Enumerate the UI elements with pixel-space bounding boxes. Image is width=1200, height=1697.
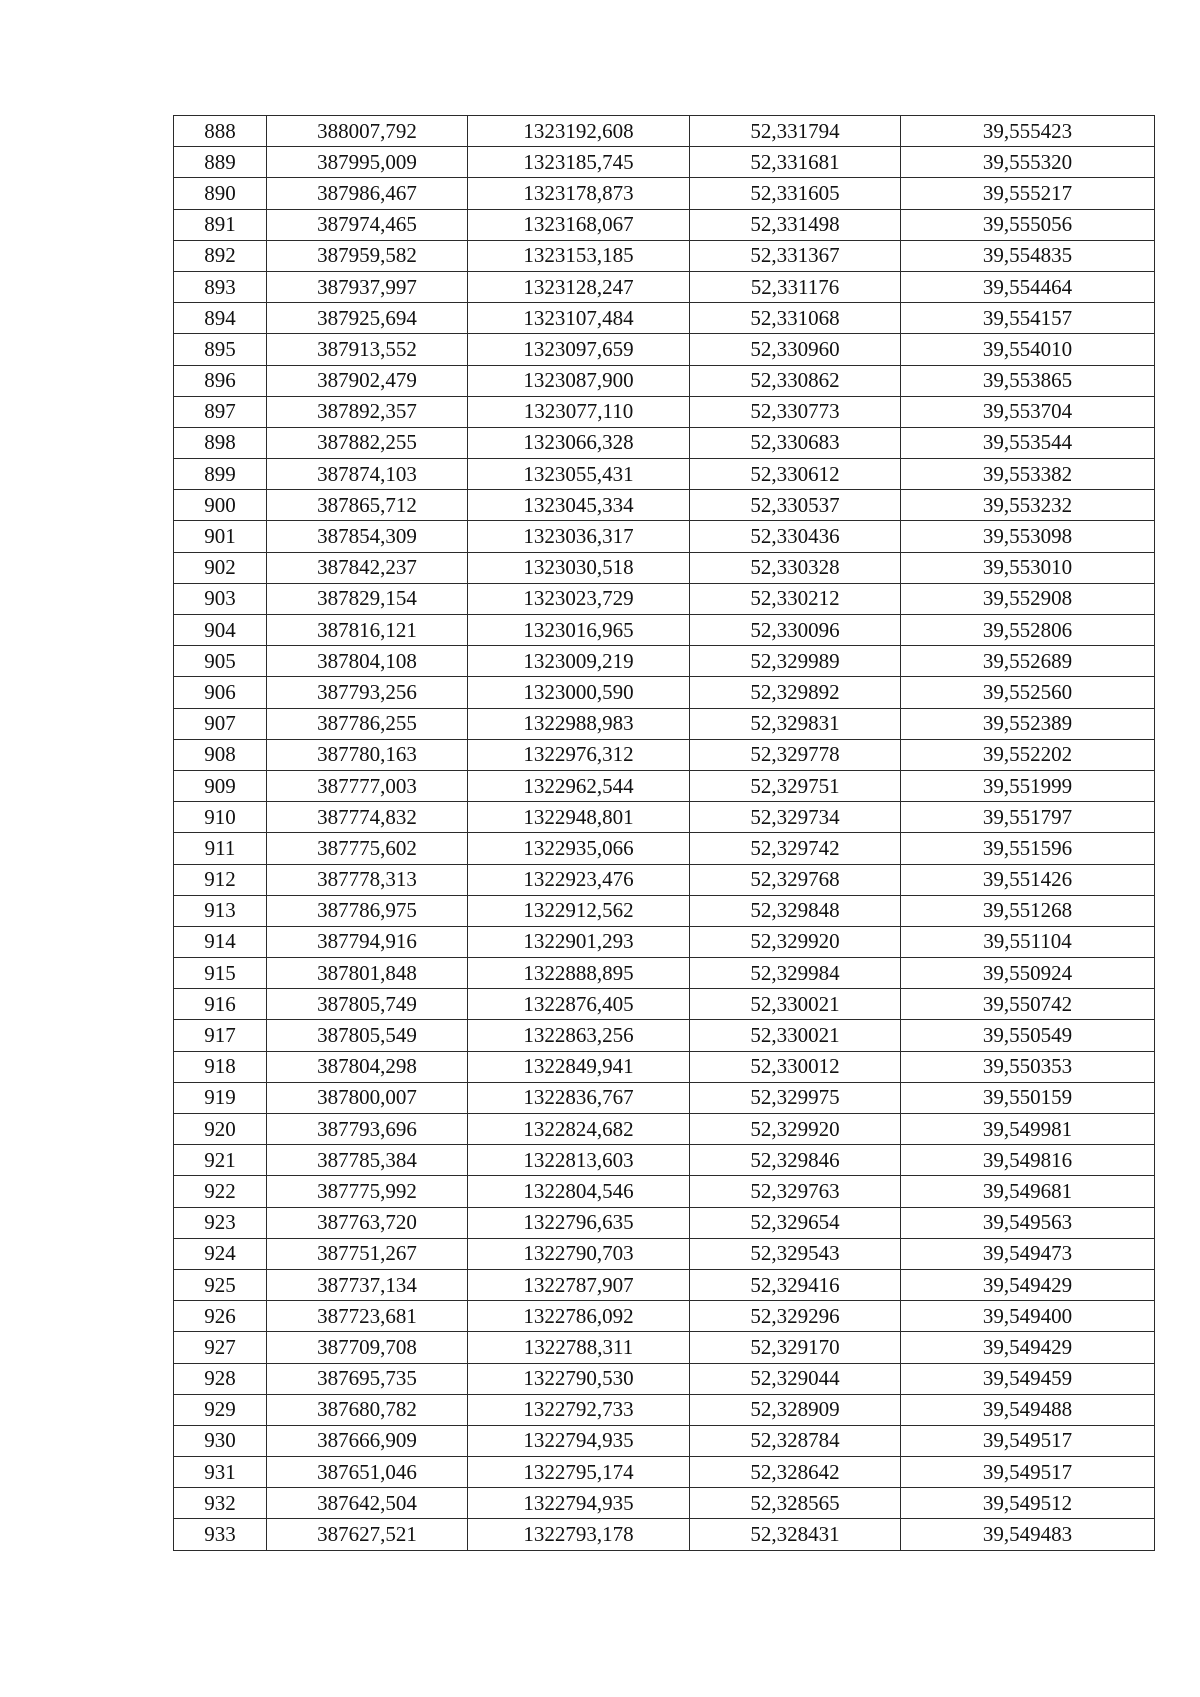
point-number-cell: 925 bbox=[174, 1269, 267, 1300]
table-row bbox=[174, 1176, 1155, 1207]
point-number-cell: 913 bbox=[174, 895, 267, 926]
y-coordinate-cell: 1323036,317 bbox=[468, 521, 690, 552]
latitude-cell: 52,330096 bbox=[690, 615, 901, 646]
x-coordinate-cell: 387892,357 bbox=[267, 396, 468, 427]
point-number-cell: 915 bbox=[174, 958, 267, 989]
table-row bbox=[174, 1020, 1155, 1051]
longitude-cell: 39,550549 bbox=[901, 1020, 1155, 1051]
point-number-cell: 920 bbox=[174, 1114, 267, 1145]
latitude-cell: 52,329892 bbox=[690, 677, 901, 708]
longitude-cell: 39,554835 bbox=[901, 240, 1155, 271]
longitude-cell: 39,553544 bbox=[901, 427, 1155, 458]
table-row bbox=[174, 1332, 1155, 1363]
table-row bbox=[174, 615, 1155, 646]
table-row bbox=[174, 459, 1155, 490]
point-number-cell: 927 bbox=[174, 1332, 267, 1363]
latitude-cell: 52,330683 bbox=[690, 427, 901, 458]
x-coordinate-cell: 387680,782 bbox=[267, 1394, 468, 1425]
latitude-cell: 52,330436 bbox=[690, 521, 901, 552]
x-coordinate-cell: 388007,792 bbox=[267, 116, 468, 147]
latitude-cell: 52,329044 bbox=[690, 1363, 901, 1394]
table-row bbox=[174, 1457, 1155, 1488]
x-coordinate-cell: 387737,134 bbox=[267, 1269, 468, 1300]
point-number-cell: 897 bbox=[174, 396, 267, 427]
table-row bbox=[174, 303, 1155, 334]
point-number-cell: 895 bbox=[174, 334, 267, 365]
y-coordinate-cell: 1323087,900 bbox=[468, 365, 690, 396]
coordinates-table bbox=[173, 115, 1155, 1551]
y-coordinate-cell: 1322813,603 bbox=[468, 1145, 690, 1176]
y-coordinate-cell: 1322824,682 bbox=[468, 1114, 690, 1145]
point-number-cell: 926 bbox=[174, 1301, 267, 1332]
latitude-cell: 52,331605 bbox=[690, 178, 901, 209]
x-coordinate-cell: 387642,504 bbox=[267, 1488, 468, 1519]
longitude-cell: 39,550924 bbox=[901, 958, 1155, 989]
x-coordinate-cell: 387763,720 bbox=[267, 1207, 468, 1238]
latitude-cell: 52,329920 bbox=[690, 926, 901, 957]
table-row bbox=[174, 1114, 1155, 1145]
latitude-cell: 52,329920 bbox=[690, 1114, 901, 1145]
table-row bbox=[174, 989, 1155, 1020]
latitude-cell: 52,328784 bbox=[690, 1425, 901, 1456]
point-number-cell: 899 bbox=[174, 459, 267, 490]
longitude-cell: 39,554157 bbox=[901, 303, 1155, 334]
x-coordinate-cell: 387695,735 bbox=[267, 1363, 468, 1394]
longitude-cell: 39,549400 bbox=[901, 1301, 1155, 1332]
table-row bbox=[174, 677, 1155, 708]
point-number-cell: 930 bbox=[174, 1425, 267, 1456]
longitude-cell: 39,554010 bbox=[901, 334, 1155, 365]
table-row bbox=[174, 1238, 1155, 1269]
x-coordinate-cell: 387785,384 bbox=[267, 1145, 468, 1176]
longitude-cell: 39,553865 bbox=[901, 365, 1155, 396]
y-coordinate-cell: 1323009,219 bbox=[468, 646, 690, 677]
latitude-cell: 52,329989 bbox=[690, 646, 901, 677]
longitude-cell: 39,552908 bbox=[901, 583, 1155, 614]
point-number-cell: 901 bbox=[174, 521, 267, 552]
y-coordinate-cell: 1322804,546 bbox=[468, 1176, 690, 1207]
point-number-cell: 900 bbox=[174, 490, 267, 521]
point-number-cell: 911 bbox=[174, 833, 267, 864]
x-coordinate-cell: 387986,467 bbox=[267, 178, 468, 209]
x-coordinate-cell: 387805,749 bbox=[267, 989, 468, 1020]
point-number-cell: 890 bbox=[174, 178, 267, 209]
y-coordinate-cell: 1323016,965 bbox=[468, 615, 690, 646]
table-row bbox=[174, 178, 1155, 209]
latitude-cell: 52,330612 bbox=[690, 459, 901, 490]
point-number-cell: 910 bbox=[174, 802, 267, 833]
longitude-cell: 39,551104 bbox=[901, 926, 1155, 957]
x-coordinate-cell: 387651,046 bbox=[267, 1457, 468, 1488]
x-coordinate-cell: 387775,602 bbox=[267, 833, 468, 864]
y-coordinate-cell: 1323000,590 bbox=[468, 677, 690, 708]
y-coordinate-cell: 1322888,895 bbox=[468, 958, 690, 989]
point-number-cell: 896 bbox=[174, 365, 267, 396]
latitude-cell: 52,330537 bbox=[690, 490, 901, 521]
longitude-cell: 39,549473 bbox=[901, 1238, 1155, 1269]
table-row bbox=[174, 427, 1155, 458]
x-coordinate-cell: 387774,832 bbox=[267, 802, 468, 833]
table-row bbox=[174, 147, 1155, 178]
y-coordinate-cell: 1323045,334 bbox=[468, 490, 690, 521]
point-number-cell: 933 bbox=[174, 1519, 267, 1550]
y-coordinate-cell: 1323030,518 bbox=[468, 552, 690, 583]
x-coordinate-cell: 387778,313 bbox=[267, 864, 468, 895]
longitude-cell: 39,552202 bbox=[901, 739, 1155, 770]
latitude-cell: 52,329984 bbox=[690, 958, 901, 989]
x-coordinate-cell: 387709,708 bbox=[267, 1332, 468, 1363]
x-coordinate-cell: 387995,009 bbox=[267, 147, 468, 178]
y-coordinate-cell: 1322795,174 bbox=[468, 1457, 690, 1488]
table-row bbox=[174, 1394, 1155, 1425]
y-coordinate-cell: 1322876,405 bbox=[468, 989, 690, 1020]
table-row bbox=[174, 1051, 1155, 1082]
point-number-cell: 918 bbox=[174, 1051, 267, 1082]
latitude-cell: 52,328909 bbox=[690, 1394, 901, 1425]
longitude-cell: 39,553232 bbox=[901, 490, 1155, 521]
y-coordinate-cell: 1323185,745 bbox=[468, 147, 690, 178]
point-number-cell: 898 bbox=[174, 427, 267, 458]
y-coordinate-cell: 1323097,659 bbox=[468, 334, 690, 365]
table-row bbox=[174, 1145, 1155, 1176]
longitude-cell: 39,555320 bbox=[901, 147, 1155, 178]
latitude-cell: 52,329768 bbox=[690, 864, 901, 895]
latitude-cell: 52,328431 bbox=[690, 1519, 901, 1550]
latitude-cell: 52,331681 bbox=[690, 147, 901, 178]
x-coordinate-cell: 387777,003 bbox=[267, 770, 468, 801]
point-number-cell: 917 bbox=[174, 1020, 267, 1051]
y-coordinate-cell: 1323128,247 bbox=[468, 271, 690, 302]
y-coordinate-cell: 1323107,484 bbox=[468, 303, 690, 334]
x-coordinate-cell: 387786,975 bbox=[267, 895, 468, 926]
y-coordinate-cell: 1322787,907 bbox=[468, 1269, 690, 1300]
x-coordinate-cell: 387793,696 bbox=[267, 1114, 468, 1145]
y-coordinate-cell: 1322793,178 bbox=[468, 1519, 690, 1550]
longitude-cell: 39,555056 bbox=[901, 209, 1155, 240]
latitude-cell: 52,329742 bbox=[690, 833, 901, 864]
longitude-cell: 39,551999 bbox=[901, 770, 1155, 801]
table-row bbox=[174, 1207, 1155, 1238]
longitude-cell: 39,553010 bbox=[901, 552, 1155, 583]
point-number-cell: 928 bbox=[174, 1363, 267, 1394]
y-coordinate-cell: 1322796,635 bbox=[468, 1207, 690, 1238]
longitude-cell: 39,552689 bbox=[901, 646, 1155, 677]
y-coordinate-cell: 1322849,941 bbox=[468, 1051, 690, 1082]
point-number-cell: 929 bbox=[174, 1394, 267, 1425]
point-number-cell: 932 bbox=[174, 1488, 267, 1519]
latitude-cell: 52,330862 bbox=[690, 365, 901, 396]
y-coordinate-cell: 1322948,801 bbox=[468, 802, 690, 833]
longitude-cell: 39,554464 bbox=[901, 271, 1155, 302]
x-coordinate-cell: 387666,909 bbox=[267, 1425, 468, 1456]
longitude-cell: 39,555217 bbox=[901, 178, 1155, 209]
longitude-cell: 39,553704 bbox=[901, 396, 1155, 427]
x-coordinate-cell: 387786,255 bbox=[267, 708, 468, 739]
longitude-cell: 39,550159 bbox=[901, 1082, 1155, 1113]
table-row bbox=[174, 1301, 1155, 1332]
y-coordinate-cell: 1322912,562 bbox=[468, 895, 690, 926]
x-coordinate-cell: 387751,267 bbox=[267, 1238, 468, 1269]
longitude-cell: 39,553382 bbox=[901, 459, 1155, 490]
latitude-cell: 52,329778 bbox=[690, 739, 901, 770]
latitude-cell: 52,329734 bbox=[690, 802, 901, 833]
latitude-cell: 52,330021 bbox=[690, 1020, 901, 1051]
x-coordinate-cell: 387974,465 bbox=[267, 209, 468, 240]
y-coordinate-cell: 1322962,544 bbox=[468, 770, 690, 801]
y-coordinate-cell: 1322901,293 bbox=[468, 926, 690, 957]
y-coordinate-cell: 1322976,312 bbox=[468, 739, 690, 770]
latitude-cell: 52,330960 bbox=[690, 334, 901, 365]
point-number-cell: 907 bbox=[174, 708, 267, 739]
longitude-cell: 39,552389 bbox=[901, 708, 1155, 739]
x-coordinate-cell: 387882,255 bbox=[267, 427, 468, 458]
table-row bbox=[174, 646, 1155, 677]
table-row bbox=[174, 116, 1155, 147]
y-coordinate-cell: 1322863,256 bbox=[468, 1020, 690, 1051]
longitude-cell: 39,552806 bbox=[901, 615, 1155, 646]
x-coordinate-cell: 387627,521 bbox=[267, 1519, 468, 1550]
coordinates-table-body bbox=[174, 116, 1155, 1551]
table-row bbox=[174, 552, 1155, 583]
longitude-cell: 39,549681 bbox=[901, 1176, 1155, 1207]
table-row bbox=[174, 802, 1155, 833]
point-number-cell: 894 bbox=[174, 303, 267, 334]
point-number-cell: 909 bbox=[174, 770, 267, 801]
point-number-cell: 919 bbox=[174, 1082, 267, 1113]
latitude-cell: 52,330212 bbox=[690, 583, 901, 614]
longitude-cell: 39,549429 bbox=[901, 1269, 1155, 1300]
point-number-cell: 906 bbox=[174, 677, 267, 708]
point-number-cell: 888 bbox=[174, 116, 267, 147]
latitude-cell: 52,329296 bbox=[690, 1301, 901, 1332]
x-coordinate-cell: 387723,681 bbox=[267, 1301, 468, 1332]
longitude-cell: 39,551426 bbox=[901, 864, 1155, 895]
table-row bbox=[174, 209, 1155, 240]
point-number-cell: 905 bbox=[174, 646, 267, 677]
latitude-cell: 52,329751 bbox=[690, 770, 901, 801]
point-number-cell: 921 bbox=[174, 1145, 267, 1176]
latitude-cell: 52,329831 bbox=[690, 708, 901, 739]
latitude-cell: 52,329170 bbox=[690, 1332, 901, 1363]
point-number-cell: 931 bbox=[174, 1457, 267, 1488]
point-number-cell: 903 bbox=[174, 583, 267, 614]
point-number-cell: 908 bbox=[174, 739, 267, 770]
point-number-cell: 924 bbox=[174, 1238, 267, 1269]
longitude-cell: 39,549816 bbox=[901, 1145, 1155, 1176]
y-coordinate-cell: 1322935,066 bbox=[468, 833, 690, 864]
y-coordinate-cell: 1322923,476 bbox=[468, 864, 690, 895]
latitude-cell: 52,329543 bbox=[690, 1238, 901, 1269]
longitude-cell: 39,555423 bbox=[901, 116, 1155, 147]
point-number-cell: 922 bbox=[174, 1176, 267, 1207]
table-row bbox=[174, 708, 1155, 739]
latitude-cell: 52,330012 bbox=[690, 1051, 901, 1082]
x-coordinate-cell: 387829,154 bbox=[267, 583, 468, 614]
x-coordinate-cell: 387780,163 bbox=[267, 739, 468, 770]
y-coordinate-cell: 1323153,185 bbox=[468, 240, 690, 271]
latitude-cell: 52,328565 bbox=[690, 1488, 901, 1519]
latitude-cell: 52,330773 bbox=[690, 396, 901, 427]
table-row bbox=[174, 833, 1155, 864]
longitude-cell: 39,550742 bbox=[901, 989, 1155, 1020]
latitude-cell: 52,331367 bbox=[690, 240, 901, 271]
latitude-cell: 52,331794 bbox=[690, 116, 901, 147]
longitude-cell: 39,551797 bbox=[901, 802, 1155, 833]
x-coordinate-cell: 387865,712 bbox=[267, 490, 468, 521]
table-row bbox=[174, 1519, 1155, 1550]
latitude-cell: 52,329416 bbox=[690, 1269, 901, 1300]
y-coordinate-cell: 1323192,608 bbox=[468, 116, 690, 147]
longitude-cell: 39,552560 bbox=[901, 677, 1155, 708]
y-coordinate-cell: 1323055,431 bbox=[468, 459, 690, 490]
table-row bbox=[174, 864, 1155, 895]
table-row bbox=[174, 334, 1155, 365]
longitude-cell: 39,553098 bbox=[901, 521, 1155, 552]
table-row bbox=[174, 396, 1155, 427]
table-row bbox=[174, 1488, 1155, 1519]
table-row bbox=[174, 1425, 1155, 1456]
table-row bbox=[174, 271, 1155, 302]
table-row bbox=[174, 365, 1155, 396]
point-number-cell: 916 bbox=[174, 989, 267, 1020]
longitude-cell: 39,549517 bbox=[901, 1457, 1155, 1488]
point-number-cell: 892 bbox=[174, 240, 267, 271]
latitude-cell: 52,329848 bbox=[690, 895, 901, 926]
longitude-cell: 39,549459 bbox=[901, 1363, 1155, 1394]
x-coordinate-cell: 387794,916 bbox=[267, 926, 468, 957]
latitude-cell: 52,331068 bbox=[690, 303, 901, 334]
x-coordinate-cell: 387804,108 bbox=[267, 646, 468, 677]
table-row bbox=[174, 1082, 1155, 1113]
longitude-cell: 39,551268 bbox=[901, 895, 1155, 926]
latitude-cell: 52,330021 bbox=[690, 989, 901, 1020]
x-coordinate-cell: 387913,552 bbox=[267, 334, 468, 365]
point-number-cell: 889 bbox=[174, 147, 267, 178]
latitude-cell: 52,329975 bbox=[690, 1082, 901, 1113]
x-coordinate-cell: 387854,309 bbox=[267, 521, 468, 552]
table-row bbox=[174, 1269, 1155, 1300]
latitude-cell: 52,329763 bbox=[690, 1176, 901, 1207]
x-coordinate-cell: 387775,992 bbox=[267, 1176, 468, 1207]
y-coordinate-cell: 1323066,328 bbox=[468, 427, 690, 458]
x-coordinate-cell: 387959,582 bbox=[267, 240, 468, 271]
latitude-cell: 52,329846 bbox=[690, 1145, 901, 1176]
table-row bbox=[174, 490, 1155, 521]
point-number-cell: 904 bbox=[174, 615, 267, 646]
x-coordinate-cell: 387800,007 bbox=[267, 1082, 468, 1113]
latitude-cell: 52,329654 bbox=[690, 1207, 901, 1238]
longitude-cell: 39,549512 bbox=[901, 1488, 1155, 1519]
longitude-cell: 39,551596 bbox=[901, 833, 1155, 864]
table-row bbox=[174, 895, 1155, 926]
y-coordinate-cell: 1322792,733 bbox=[468, 1394, 690, 1425]
table-row bbox=[174, 583, 1155, 614]
x-coordinate-cell: 387925,694 bbox=[267, 303, 468, 334]
x-coordinate-cell: 387804,298 bbox=[267, 1051, 468, 1082]
y-coordinate-cell: 1322788,311 bbox=[468, 1332, 690, 1363]
table-row bbox=[174, 521, 1155, 552]
latitude-cell: 52,330328 bbox=[690, 552, 901, 583]
y-coordinate-cell: 1322790,703 bbox=[468, 1238, 690, 1269]
x-coordinate-cell: 387842,237 bbox=[267, 552, 468, 583]
y-coordinate-cell: 1322988,983 bbox=[468, 708, 690, 739]
y-coordinate-cell: 1323178,873 bbox=[468, 178, 690, 209]
table-row bbox=[174, 958, 1155, 989]
y-coordinate-cell: 1322836,767 bbox=[468, 1082, 690, 1113]
longitude-cell: 39,549429 bbox=[901, 1332, 1155, 1363]
latitude-cell: 52,328642 bbox=[690, 1457, 901, 1488]
x-coordinate-cell: 387805,549 bbox=[267, 1020, 468, 1051]
point-number-cell: 891 bbox=[174, 209, 267, 240]
point-number-cell: 902 bbox=[174, 552, 267, 583]
latitude-cell: 52,331498 bbox=[690, 209, 901, 240]
y-coordinate-cell: 1322794,935 bbox=[468, 1425, 690, 1456]
y-coordinate-cell: 1323023,729 bbox=[468, 583, 690, 614]
table-row bbox=[174, 1363, 1155, 1394]
longitude-cell: 39,549483 bbox=[901, 1519, 1155, 1550]
table-row bbox=[174, 926, 1155, 957]
x-coordinate-cell: 387902,479 bbox=[267, 365, 468, 396]
point-number-cell: 893 bbox=[174, 271, 267, 302]
table-row bbox=[174, 770, 1155, 801]
x-coordinate-cell: 387793,256 bbox=[267, 677, 468, 708]
y-coordinate-cell: 1322790,530 bbox=[468, 1363, 690, 1394]
table-row bbox=[174, 739, 1155, 770]
longitude-cell: 39,549517 bbox=[901, 1425, 1155, 1456]
y-coordinate-cell: 1323168,067 bbox=[468, 209, 690, 240]
longitude-cell: 39,549981 bbox=[901, 1114, 1155, 1145]
point-number-cell: 912 bbox=[174, 864, 267, 895]
y-coordinate-cell: 1323077,110 bbox=[468, 396, 690, 427]
x-coordinate-cell: 387937,997 bbox=[267, 271, 468, 302]
x-coordinate-cell: 387816,121 bbox=[267, 615, 468, 646]
table-row bbox=[174, 240, 1155, 271]
longitude-cell: 39,549563 bbox=[901, 1207, 1155, 1238]
point-number-cell: 923 bbox=[174, 1207, 267, 1238]
latitude-cell: 52,331176 bbox=[690, 271, 901, 302]
x-coordinate-cell: 387801,848 bbox=[267, 958, 468, 989]
longitude-cell: 39,549488 bbox=[901, 1394, 1155, 1425]
point-number-cell: 914 bbox=[174, 926, 267, 957]
longitude-cell: 39,550353 bbox=[901, 1051, 1155, 1082]
x-coordinate-cell: 387874,103 bbox=[267, 459, 468, 490]
y-coordinate-cell: 1322794,935 bbox=[468, 1488, 690, 1519]
y-coordinate-cell: 1322786,092 bbox=[468, 1301, 690, 1332]
